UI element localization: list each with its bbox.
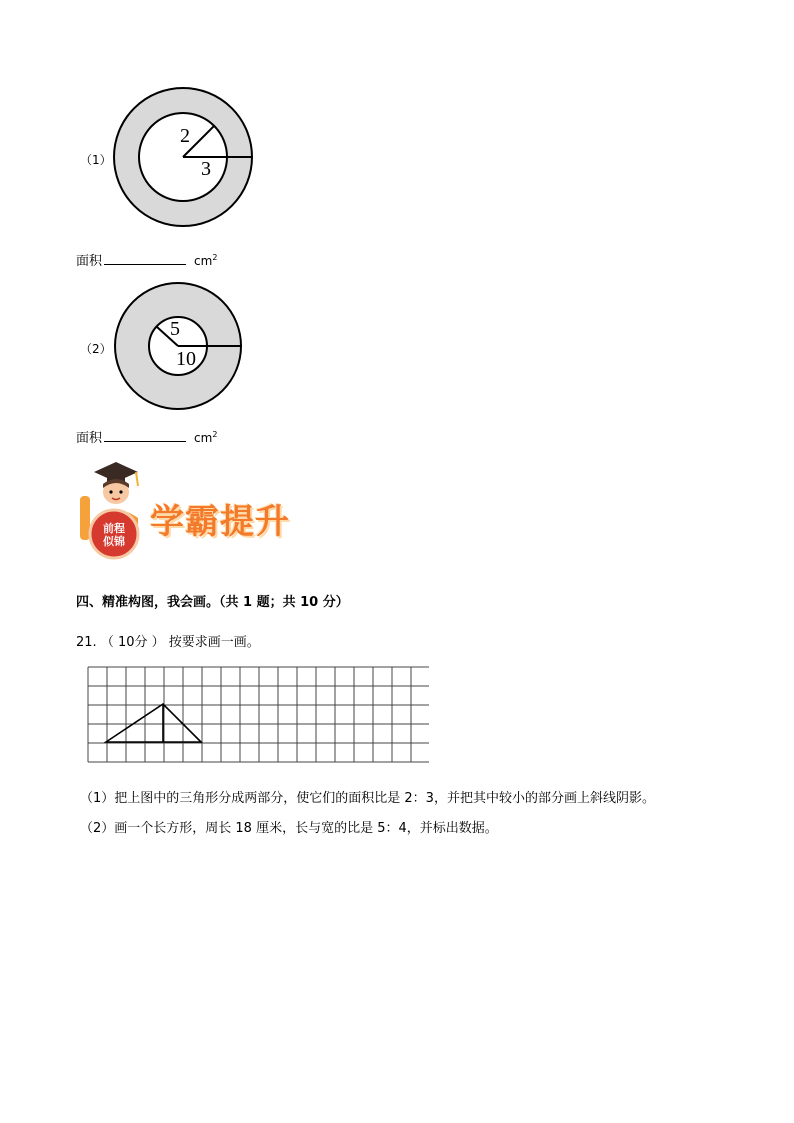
- area-prefix: 面积: [76, 254, 103, 269]
- xueba-badge: [74, 458, 344, 568]
- square-grid: [87, 666, 429, 763]
- question-score: （ 10分 ）: [100, 635, 165, 650]
- annulus-figure-2: [112, 282, 246, 416]
- badge-title: 学霸提升: [150, 502, 290, 542]
- area-blank[interactable]: [104, 252, 186, 265]
- area-answer-line-2: [76, 427, 217, 446]
- annulus-figure-1: [112, 86, 256, 230]
- question-number: 21.: [76, 635, 97, 650]
- outer-radius-label: 3: [201, 158, 211, 180]
- problem-1-label: （1）: [80, 153, 112, 167]
- question-text: 按要求画一画。: [168, 635, 260, 650]
- area-answer-line-1: [76, 250, 217, 269]
- area-unit: $cm^2$: [194, 430, 218, 445]
- seal-line-1: 前程: [103, 522, 125, 535]
- outer-radius-label: 10: [176, 348, 196, 370]
- question-21: [76, 631, 260, 650]
- seal-text: [90, 522, 138, 548]
- triangle: [106, 704, 201, 742]
- problem-2-label: （2）: [80, 342, 112, 356]
- triangle-shape: [106, 704, 201, 742]
- section-heading: 四、精准构图，我会画。（共 1 题；共 10 分）: [76, 595, 349, 610]
- area-blank[interactable]: [104, 429, 186, 442]
- area-unit: $cm^2$: [194, 253, 218, 268]
- sub-question-2: （2）画一个长方形，周长 18 厘米，长与宽的比是 5：4，并标出数据。: [80, 821, 498, 836]
- grid-lines: [88, 667, 429, 762]
- sub-question-1: （1）把上图中的三角形分成两部分，使它们的面积比是 2：3，并把其中较小的部分画上斜线阴影。: [80, 791, 655, 806]
- inner-radius-label: 5: [170, 318, 180, 340]
- area-prefix: 面积: [76, 431, 103, 446]
- inner-radius-label: 2: [180, 125, 190, 147]
- seal-line-2: 似锦: [103, 535, 125, 548]
